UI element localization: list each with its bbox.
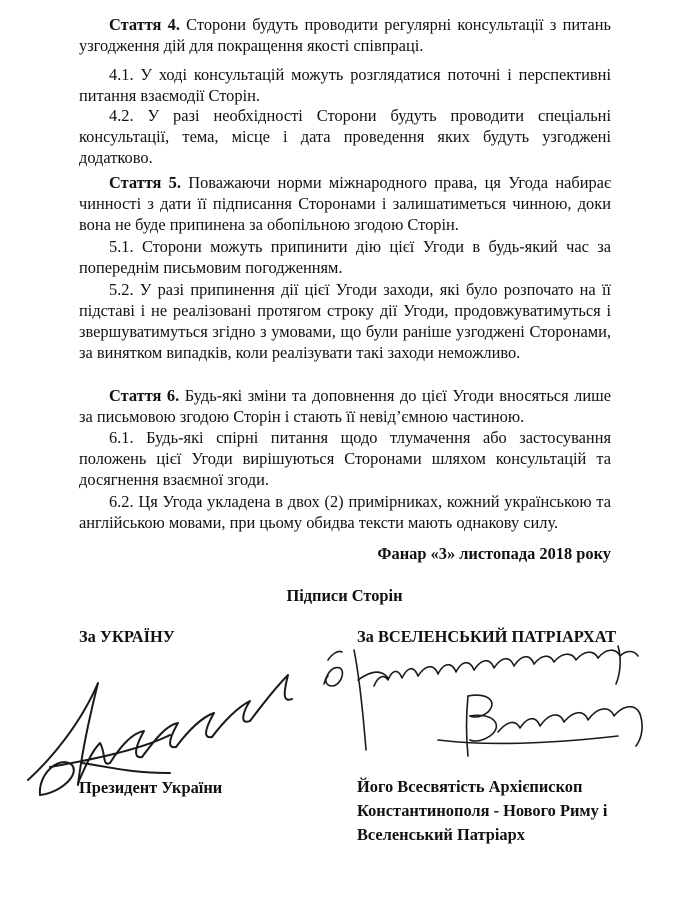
- paragraph-6-1: 6.1. Будь-які спірні питання щодо тлумачення або застосування положень цієї Угоди вирішуються Сторонами шляхом консультацій та досягнення взаємної згоди.: [79, 428, 611, 489]
- paragraph-4-2: 4.2. У разі необхідності Сторони будуть проводити спеціальні консультації, тема, місце і дата проведення яких будуть узгоджені додатково.: [79, 106, 611, 167]
- signatures-heading: Підписи Сторін: [286, 586, 403, 605]
- article-5: [79, 172, 611, 235]
- right-title-line-2: Константинополя - Нового Риму і: [357, 801, 608, 820]
- article-4-text: Сторони будуть проводити регулярні консультації з питань узгодження дій для покращення якості співпраці.: [79, 15, 611, 55]
- paragraph-4-1: 4.1. У ході консультацій можуть розглядатися поточні і перспективні питання взаємодії Сторін.: [79, 65, 611, 105]
- article-6-text: Будь-які зміни та доповнення до цієї Угоди вносяться лише за письмовою згодою Сторін і стають її невід’ємною частиною.: [79, 386, 611, 426]
- right-title-line-1: Його Всесвятість Архієпископ: [357, 777, 583, 796]
- article-6-heading: Стаття 6.: [109, 386, 180, 405]
- article-6: [79, 385, 611, 427]
- article-4-heading: Стаття 4.: [109, 15, 180, 34]
- left-signature: [20, 655, 310, 795]
- paragraph-5-1: 5.1. Сторони можуть припинити дію цієї Угоди в будь-який час за попереднім письмовим погодженням.: [79, 237, 611, 277]
- paragraph-5-2: 5.2. У разі припинення дії цієї Угоди заходи, які було розпочато на її підставі і не реалізовані протягом строку дії Угоди, продовжуватимуться і звершуватимуться згідно з умовами, що були раніше узгоджені Сторонами, за винятком випадків, коли реалізувати такі заходи неможливо.: [79, 280, 611, 362]
- place-date: Фанар «3» листопада 2018 року: [377, 544, 611, 563]
- right-signature: [318, 640, 658, 770]
- article-4: [79, 14, 611, 56]
- article-5-text: Поважаючи норми міжнародного права, ця Угода набирає чинності з дати її підписання Сторонами і залишатиметься чинною, доки вона не буде припинена за обопільною згодою Сторін.: [79, 173, 611, 234]
- left-title: Президент України: [79, 778, 223, 797]
- left-party-label: За УКРАЇНУ: [79, 627, 175, 646]
- article-5-heading: Стаття 5.: [109, 173, 181, 192]
- right-title-line-3: Вселенський Патріарх: [357, 825, 525, 844]
- right-party-label: За ВСЕЛЕНСЬКИЙ ПАТРІАРХАТ: [357, 627, 617, 646]
- paragraph-6-2: 6.2. Ця Угода укладена в двох (2) примірниках, кожний українською та англійською мовами, при цьому обидва тексти мають однакову силу.: [79, 492, 611, 532]
